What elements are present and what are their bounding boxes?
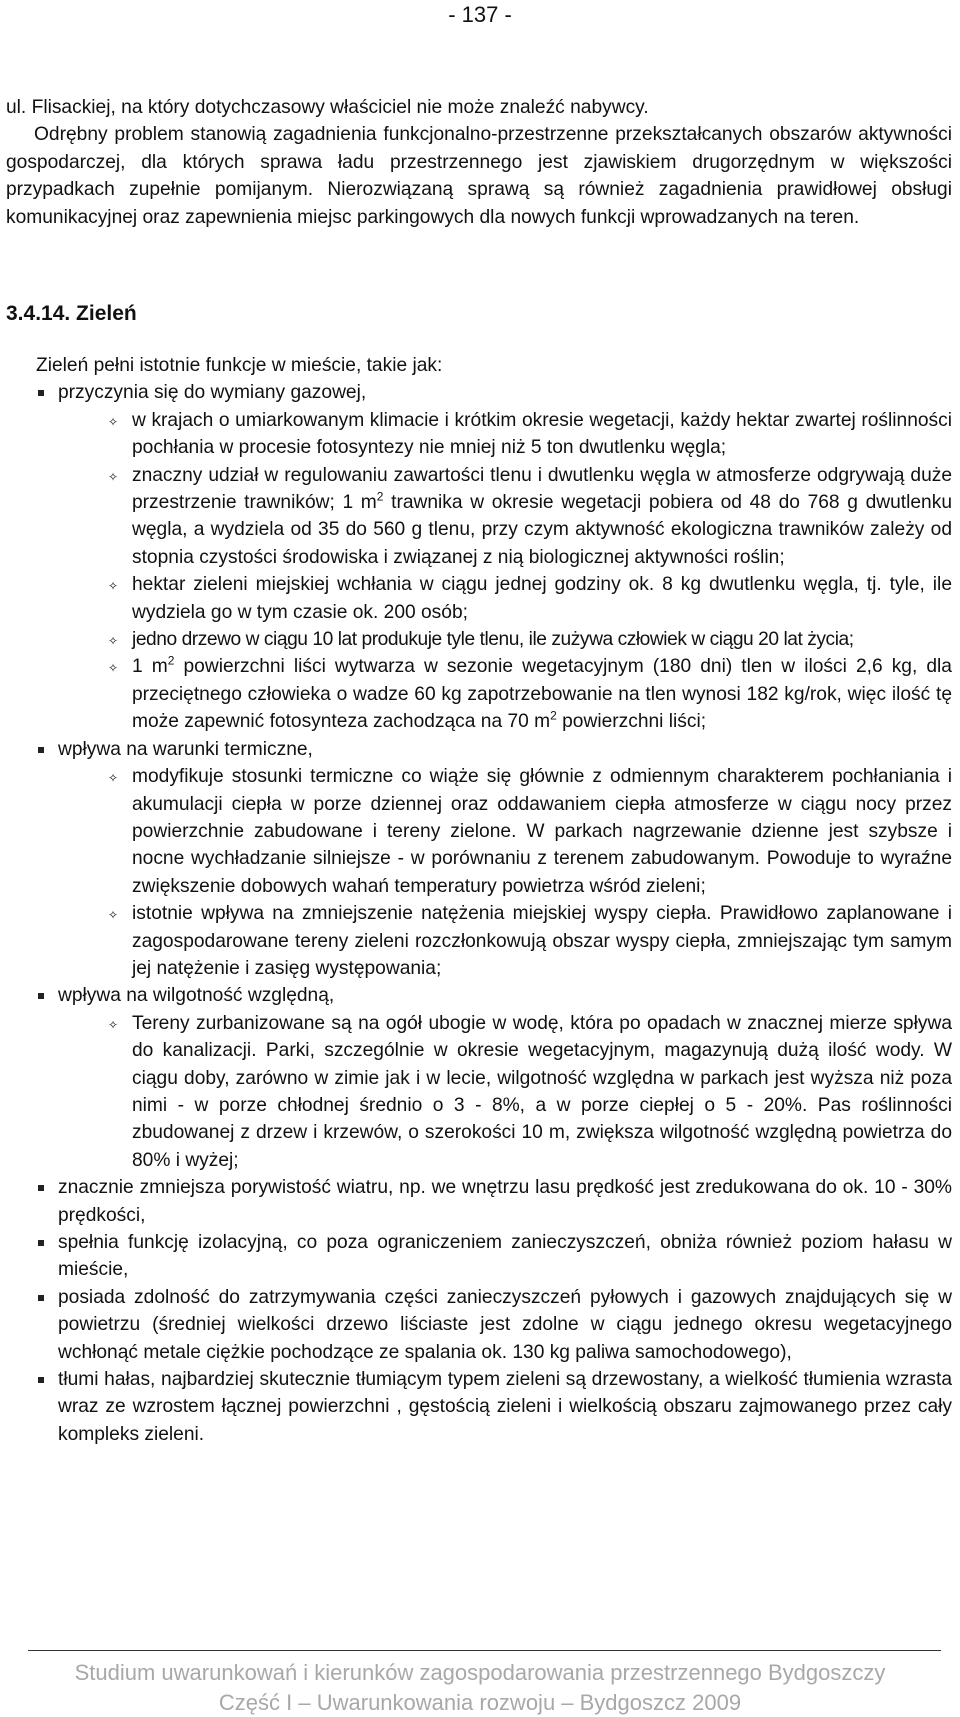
list-item [6,1174,952,1229]
square-bullet-icon [38,736,44,763]
page-number: - 137 - [448,2,512,27]
sub-list-item [58,900,952,982]
intro-text [6,94,952,231]
list-item-text: spełnia funkcję izolacyjną, co poza ograniczeniem zanieczyszczeń, obniża również poziom hałasu w mieście, [58,1232,952,1281]
intro-paragraph-2: Odrębny problem stanowią zagadnienia funkcjonalno-przestrzenne przekształcanych obszarów aktywności gospodarczej, dla których sprawa ładu przestrzennego jest zjawiskiem drugorzędnym w większości przypadkach zupełnie pomijanym. Nierozwiązaną sprawą są również zagadnienia prawidłowej obsługi komunikacyjnej oraz zapewnienia miejsc parkingowych dla nowych funkcji wprowadzanych na teren. [6,124,952,228]
square-bullet-icon [38,379,44,406]
sub-list-item-text: trawnika w okresie wegetacji pobiera od 48 do 768 g dwutlenku węgla, a wydziela od 35 do 560 g tlenu, przy czym aktywność ekologiczna trawników zależy od stopnia czystości środowiska i związanej z nią biologicznej aktywności roślin; [132,492,952,568]
sub-list-item-text: istotnie wpływa na zmniejszenie natężenia miejskiej wyspy ciepła. Prawidłowo zaplanowane i zagospodarowane tereny zieleni rozczłonkowują obszar wyspy ciepła, zmniejszając tym samym jej natężenie i zasięg występowania; [132,903,952,979]
square-bullet-icon [38,1284,44,1311]
list-item [6,1366,952,1448]
square-bullet-icon [38,1229,44,1256]
sub-list-item [58,763,952,900]
list-item-text: przyczynia się do wymiany gazowej, [58,382,367,404]
sub-list-item-text: powierzchni liści wytwarza w sezonie wegetacyjnym (180 dni) tlen w ilości 2,6 kg, dla przeciętnego człowieka o wadze 60 kg zapotrzebowanie na tlen wynosi 182 kg/rok, więc ilość tę może zapewnić fotosynteza zachodząca na 70 m [132,656,952,733]
section-heading: 3.4.14. Zieleń [6,302,137,325]
sub-list [58,407,952,736]
superscript: 2 [550,708,557,723]
sub-list [58,1010,952,1174]
diamond-bullet-icon: ✧ [108,1017,119,1032]
functions-list [6,379,952,1448]
list-item [6,1284,952,1366]
diamond-bullet-icon: ✧ [108,414,119,429]
footer-title: Studium uwarunkowań i kierunków zagospodarowania przestrzennego Bydgoszczy [74,1660,886,1685]
sub-list-item-text: modyfikuje stosunki termiczne co wiąże się głównie z odmiennym charakterem pochłaniania i akumulacji ciepła w porze dziennej oraz oddawaniem ciepła atmosferze w ciągu nocy przez powierzchnie zabudowane i tereny zielone. W parkach nagrzewanie dzienne jest szybsze i nocne wychładzanie silniejsze - w porównaniu z terenem zabudowanym. Powoduje to wyraźne zwiększenie dobowych wahań temperatury powietrza wśród zieleni; [132,766,952,897]
list-item-text: wpływa na warunki termiczne, [58,738,313,760]
sub-list-item-text: hektar zieleni miejskiej wchłania w ciągu jednej godziny ok. 8 kg dwutlenku węgla, tj. tyle, ile wydziela go w tym czasie ok. 200 osób; [132,574,952,623]
green-functions-section [6,352,952,1448]
diamond-bullet-icon: ✧ [108,661,119,676]
list-item-text: wpływa na wilgotność względną, [58,985,335,1007]
diamond-bullet-icon: ✧ [108,469,119,484]
sub-list [58,763,952,982]
sub-list-item-text: znaczny udział w regulowaniu zawartości tlenu i dwutlenku węgla w atmosferze odgrywają duże przestrzenie trawników; 1 m [132,464,952,514]
intro-paragraph-1: ul. Flisackiej, na który dotychczasowy właściciel nie może znaleźć nabywcy. [6,97,649,118]
list-item-text: posiada zdolność do zatrzymywania części zanieczyszczeń pyłowych i gazowych znajdujących się w powietrzu (średniej wielkości drzewo liściaste jest zdolne w ciągu jednego okresu wegetacyjnego wchłonąć metale ciężkie pochodzące ze spalania ok. 130 kg paliwa samochodowego), [58,1286,952,1363]
sub-list-item-text: Tereny zurbanizowane są na ogół ubogie w wodę, która po opadach w znacznej mierze spływa do kanalizacji. Parki, szczególnie w okresie wegetacyjnym, magazynują dużą ilość wody. W ciągu doby, zarówno w zimie jak i w lecie, wilgotność względna w parkach jest wyższa niż poza nimi - w porze chłodnej średnio o 3 - 8%, a w porze ciepłej o 5 - 20%. Pas roślinności zbudowanej z drzew i krzewów, o szerokości 10 m, zwiększa wilgotność względną powietrza do 80% i wyżej; [132,1012,952,1171]
footer-divider [28,1650,941,1651]
square-bullet-icon [38,982,44,1009]
square-bullet-icon [38,1174,44,1201]
diamond-bullet-icon: ✧ [108,634,118,649]
sub-list-item [58,626,952,653]
superscript: 2 [376,489,384,504]
list-item [6,736,952,983]
sub-list-item-text: powierzchni liści; [556,711,707,733]
list-item [6,1229,952,1284]
list-item [6,982,952,1174]
sub-list-item [58,407,952,462]
diamond-bullet-icon: ✧ [108,771,119,786]
sub-list-item-text: jedno drzewo w ciągu 10 lat produkuje tyle tlenu, ile zużywa człowiek w ciągu 20 lat życia; [132,629,854,651]
sub-list-item [58,1010,952,1174]
diamond-bullet-icon: ✧ [108,579,119,594]
list-item-text: znacznie zmniejsza porywistość wiatru, np. we wnętrzu lasu prędkość jest zredukowana do ok. 10 - 30% prędkości, [58,1177,952,1226]
footer-subtitle: Część I – Uwarunkowania rozwoju – Bydgoszcz 2009 [218,1690,742,1715]
sub-list-item-text: w krajach o umiarkowanym klimacie i krótkim okresie wegetacji, każdy hektar zwartej roślinności pochłania w procesie fotosyntezy nie mniej niż 5 ton dwutlenku węgla; [132,409,952,459]
diamond-bullet-icon: ✧ [108,908,119,923]
list-item [6,379,952,735]
sub-list-item-text: 1 m [132,656,168,678]
superscript: 2 [167,654,175,669]
sub-list-item [58,462,952,572]
sub-list-item [58,571,952,626]
list-item-text: tłumi hałas, najbardziej skutecznie tłumiącym typem zieleni są drzewostany, a wielkość tłumienia wzrasta wraz ze wzrostem łącznej powierzchni , gęstością zieleni i wielkością obszaru zajmowanego przez cały kompleks zieleni. [58,1369,952,1445]
section-intro: Zieleń pełni istotnie funkcje w mieście, takie jak: [36,355,443,376]
square-bullet-icon [38,1366,44,1393]
sub-list-item [58,653,952,735]
